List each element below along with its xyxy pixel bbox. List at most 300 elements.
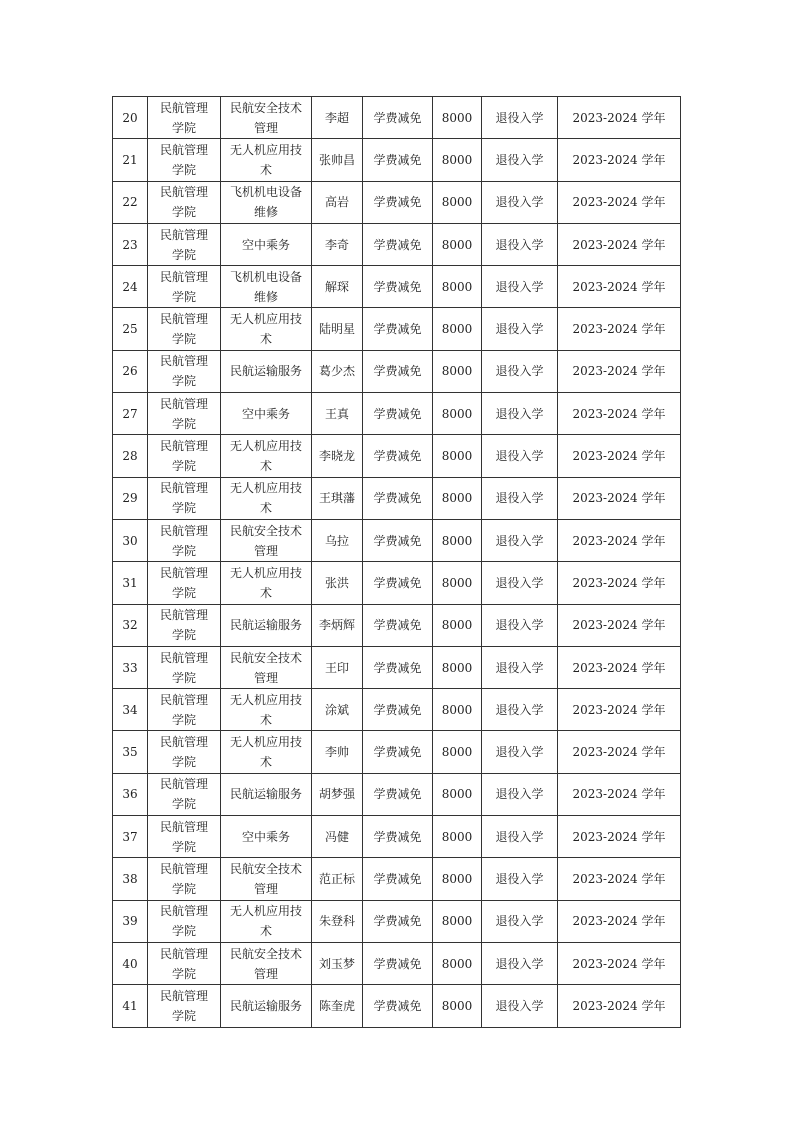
major-cell [221,858,312,900]
academic-year-cell-text: 2023-2024 学年 [572,195,666,210]
college-cell-text: 民航管理 [159,523,208,538]
academic-year-cell-text: 2023-2024 学年 [572,533,666,548]
aid-type-cell-text: 学费减免 [373,575,422,590]
amount-cell [433,900,482,942]
major-cell [221,223,312,265]
major-cell [221,519,312,561]
major-cell-text: 民航运输服务 [229,787,302,802]
college-cell-text: 学院 [171,628,196,643]
major-cell-text: 无人机应用技 [229,735,302,750]
major-cell [221,773,312,815]
academic-year-cell-text: 2023-2024 学年 [572,449,666,464]
college-cell [148,139,221,181]
college-cell [148,477,221,519]
amount-cell [433,519,482,561]
reason-cell-text: 退役入学 [495,575,544,590]
amount-cell [433,139,482,181]
major-cell-text: 民航安全技术 [229,523,302,538]
amount-cell [433,816,482,858]
aid-type-cell [363,646,433,688]
major-cell-text: 民航安全技术 [229,946,302,961]
aid-type-cell-text: 学费减免 [373,618,422,633]
college-cell-text: 民航管理 [159,777,208,792]
academic-year-cell-text: 2023-2024 学年 [572,152,666,167]
major-cell-text: 术 [259,459,272,474]
college-cell-text: 民航管理 [159,142,208,157]
aid-type-cell [363,942,433,984]
student-name-cell [312,308,363,350]
student-name-cell-text: 朱登科 [318,914,355,929]
major-cell [221,816,312,858]
table-row [113,223,681,265]
student-name-cell [312,773,363,815]
aid-type-cell-text: 学费减免 [373,195,422,210]
amount-cell [433,942,482,984]
reason-cell-text: 退役入学 [495,914,544,929]
aid-type-cell-text: 学费减免 [373,491,422,506]
table-row [113,393,681,435]
student-name-cell-text: 胡梦强 [318,787,355,802]
table-row [113,139,681,181]
aid-type-cell [363,900,433,942]
major-cell-text: 术 [259,585,272,600]
table-row [113,97,681,139]
aid-type-cell [363,604,433,646]
major-cell-text: 飞机机电设备 [229,269,302,284]
aid-type-cell-text: 学费减免 [373,914,422,929]
academic-year-cell [558,181,681,223]
college-cell [148,942,221,984]
aid-type-cell-text: 学费减免 [373,110,422,125]
amount-cell [433,477,482,519]
reason-cell-text: 退役入学 [495,998,544,1013]
reason-cell-text: 退役入学 [495,279,544,294]
major-cell-text: 民航运输服务 [229,998,302,1013]
row-number-cell-text: 20 [122,110,138,125]
college-cell [148,689,221,731]
college-cell-text: 民航管理 [159,608,208,623]
aid-type-cell [363,731,433,773]
amount-cell [433,646,482,688]
student-name-cell-text: 李晓龙 [318,449,355,464]
college-cell-text: 民航管理 [159,481,208,496]
major-cell-text: 术 [259,332,272,347]
row-number-cell [113,308,148,350]
academic-year-cell-text: 2023-2024 学年 [572,322,666,337]
college-cell [148,858,221,900]
reason-cell-text: 退役入学 [495,364,544,379]
row-number-cell-text: 23 [122,237,138,252]
aid-type-cell-text: 学费减免 [373,406,422,421]
aid-type-cell [363,858,433,900]
student-name-cell-text: 葛少杰 [318,364,355,379]
reason-cell-text: 退役入学 [495,533,544,548]
reason-cell [482,858,558,900]
college-cell-text: 学院 [171,247,196,262]
academic-year-cell-text: 2023-2024 学年 [572,829,666,844]
amount-cell-text: 8000 [441,491,473,506]
major-cell-text: 空中乘务 [241,829,290,844]
row-number-cell [113,435,148,477]
row-number-cell-text: 24 [122,279,138,294]
academic-year-cell-text: 2023-2024 学年 [572,745,666,760]
academic-year-cell-text: 2023-2024 学年 [572,364,666,379]
table-row [113,435,681,477]
row-number-cell [113,562,148,604]
amount-cell [433,393,482,435]
table-row [113,604,681,646]
amount-cell [433,266,482,308]
student-name-cell [312,646,363,688]
academic-year-cell-text: 2023-2024 学年 [572,237,666,252]
college-cell-text: 学院 [171,839,196,854]
reason-cell [482,519,558,561]
aid-type-cell-text: 学费减免 [373,871,422,886]
major-cell-text: 无人机应用技 [229,904,302,919]
major-cell-text: 管理 [253,670,278,685]
aid-type-cell [363,266,433,308]
row-number-cell [113,266,148,308]
reason-cell [482,816,558,858]
academic-year-cell [558,646,681,688]
major-cell [221,181,312,223]
academic-year-cell [558,139,681,181]
major-cell-text: 维修 [253,205,278,220]
college-cell-text: 民航管理 [159,354,208,369]
student-name-cell [312,816,363,858]
table-row [113,477,681,519]
amount-cell-text: 8000 [441,914,473,929]
amount-cell [433,731,482,773]
row-number-cell [113,477,148,519]
amount-cell [433,604,482,646]
reason-cell-text: 退役入学 [495,871,544,886]
major-cell [221,646,312,688]
college-cell-text: 民航管理 [159,269,208,284]
reason-cell [482,435,558,477]
row-number-cell [113,689,148,731]
college-cell [148,266,221,308]
amount-cell-text: 8000 [441,998,473,1013]
academic-year-cell-text: 2023-2024 学年 [572,998,666,1013]
college-cell [148,519,221,561]
aid-recipients-table [112,96,681,1028]
college-cell-text: 学院 [171,670,196,685]
amount-cell-text: 8000 [441,575,473,590]
major-cell [221,350,312,392]
student-name-cell [312,900,363,942]
row-number-cell [113,816,148,858]
reason-cell [482,97,558,139]
college-cell-text: 学院 [171,881,196,896]
student-name-cell [312,858,363,900]
academic-year-cell-text: 2023-2024 学年 [572,914,666,929]
student-name-cell [312,562,363,604]
amount-cell-text: 8000 [441,279,473,294]
academic-year-cell [558,900,681,942]
academic-year-cell [558,308,681,350]
row-number-cell-text: 34 [122,702,138,717]
academic-year-cell [558,773,681,815]
aid-type-cell [363,562,433,604]
reason-cell-text: 退役入学 [495,745,544,760]
aid-type-cell-text: 学费减免 [373,322,422,337]
academic-year-cell-text: 2023-2024 学年 [572,787,666,802]
college-cell [148,900,221,942]
college-cell-text: 学院 [171,755,196,770]
major-cell-text: 无人机应用技 [229,439,302,454]
amount-cell-text: 8000 [441,406,473,421]
student-name-cell [312,350,363,392]
table-row [113,646,681,688]
aid-type-cell-text: 学费减免 [373,660,422,675]
row-number-cell-text: 31 [122,575,138,590]
college-cell-text: 民航管理 [159,396,208,411]
table-row [113,900,681,942]
row-number-cell [113,900,148,942]
table-row [113,689,681,731]
major-cell [221,266,312,308]
college-cell-text: 民航管理 [159,565,208,580]
aid-type-cell [363,223,433,265]
college-cell [148,350,221,392]
academic-year-cell-text: 2023-2024 学年 [572,660,666,675]
aid-type-cell [363,97,433,139]
row-number-cell [113,858,148,900]
major-cell-text: 民航运输服务 [229,364,302,379]
major-cell-text: 无人机应用技 [229,481,302,496]
major-cell-text: 术 [259,755,272,770]
aid-type-cell [363,308,433,350]
reason-cell [482,266,558,308]
amount-cell-text: 8000 [441,618,473,633]
reason-cell-text: 退役入学 [495,406,544,421]
row-number-cell [113,942,148,984]
academic-year-cell-text: 2023-2024 学年 [572,279,666,294]
reason-cell [482,689,558,731]
aid-type-cell-text: 学费减免 [373,533,422,548]
academic-year-cell-text: 2023-2024 学年 [572,491,666,506]
row-number-cell [113,773,148,815]
aid-type-cell [363,816,433,858]
aid-type-cell [363,689,433,731]
major-cell [221,604,312,646]
amount-cell-text: 8000 [441,871,473,886]
college-cell [148,223,221,265]
college-cell-text: 民航管理 [159,988,208,1003]
major-cell-text: 飞机机电设备 [229,185,302,200]
row-number-cell [113,519,148,561]
college-cell-text: 民航管理 [159,735,208,750]
table-row [113,816,681,858]
academic-year-cell-text: 2023-2024 学年 [572,956,666,971]
college-cell-text: 民航管理 [159,650,208,665]
college-cell-text: 学院 [171,162,196,177]
college-cell-text: 学院 [171,205,196,220]
reason-cell [482,477,558,519]
table-row [113,181,681,223]
reason-cell-text: 退役入学 [495,152,544,167]
college-cell [148,816,221,858]
reason-cell [482,985,558,1027]
academic-year-cell-text: 2023-2024 学年 [572,702,666,717]
academic-year-cell-text: 2023-2024 学年 [572,110,666,125]
student-name-cell [312,689,363,731]
college-cell-text: 民航管理 [159,692,208,707]
major-cell [221,435,312,477]
reason-cell-text: 退役入学 [495,829,544,844]
college-cell-text: 民航管理 [159,819,208,834]
aid-type-cell-text: 学费减免 [373,152,422,167]
academic-year-cell [558,942,681,984]
college-cell-text: 学院 [171,289,196,304]
reason-cell [482,773,558,815]
college-cell [148,731,221,773]
aid-type-cell [363,435,433,477]
reason-cell-text: 退役入学 [495,660,544,675]
aid-type-cell-text: 学费减免 [373,237,422,252]
amount-cell [433,689,482,731]
major-cell-text: 术 [259,712,272,727]
college-cell [148,97,221,139]
academic-year-cell [558,223,681,265]
reason-cell [482,181,558,223]
student-name-cell [312,181,363,223]
major-cell-text: 民航安全技术 [229,861,302,876]
aid-type-cell [363,519,433,561]
amount-cell [433,350,482,392]
row-number-cell [113,139,148,181]
student-name-cell-text: 陆明星 [318,322,355,337]
student-name-cell-text: 李超 [324,110,349,125]
major-cell [221,689,312,731]
reason-cell [482,308,558,350]
table-row [113,266,681,308]
academic-year-cell [558,689,681,731]
reason-cell [482,562,558,604]
academic-year-cell [558,393,681,435]
student-name-cell [312,519,363,561]
college-cell-text: 学院 [171,966,196,981]
academic-year-cell [558,97,681,139]
major-cell-text: 无人机应用技 [229,312,302,327]
amount-cell [433,223,482,265]
major-cell-text: 术 [259,501,272,516]
row-number-cell [113,97,148,139]
table-row [113,942,681,984]
college-cell-text: 民航管理 [159,439,208,454]
table-row [113,562,681,604]
reason-cell-text: 退役入学 [495,956,544,971]
academic-year-cell [558,858,681,900]
major-cell-text: 管理 [253,543,278,558]
row-number-cell [113,985,148,1027]
aid-type-cell [363,139,433,181]
amount-cell [433,562,482,604]
row-number-cell-text: 38 [122,871,138,886]
major-cell [221,393,312,435]
reason-cell [482,604,558,646]
reason-cell-text: 退役入学 [495,618,544,633]
academic-year-cell [558,519,681,561]
amount-cell [433,773,482,815]
row-number-cell-text: 29 [122,491,138,506]
amount-cell-text: 8000 [441,322,473,337]
amount-cell-text: 8000 [441,152,473,167]
aid-type-cell [363,181,433,223]
table-row [113,350,681,392]
amount-cell-text: 8000 [441,449,473,464]
table-row [113,308,681,350]
major-cell [221,477,312,519]
college-cell [148,773,221,815]
academic-year-cell [558,477,681,519]
college-cell-text: 学院 [171,585,196,600]
reason-cell [482,350,558,392]
row-number-cell-text: 30 [122,533,138,548]
amount-cell-text: 8000 [441,237,473,252]
college-cell-text: 学院 [171,120,196,135]
student-name-cell [312,139,363,181]
aid-type-cell-text: 学费减免 [373,279,422,294]
aid-type-cell-text: 学费减免 [373,829,422,844]
student-name-cell-text: 王印 [324,660,349,675]
amount-cell-text: 8000 [441,110,473,125]
row-number-cell-text: 26 [122,364,138,379]
student-name-cell-text: 冯健 [324,829,349,844]
student-name-cell [312,393,363,435]
amount-cell [433,308,482,350]
major-cell [221,731,312,773]
college-cell-text: 学院 [171,332,196,347]
college-cell [148,646,221,688]
table-row [113,519,681,561]
college-cell-text: 学院 [171,459,196,474]
major-cell-text: 维修 [253,289,278,304]
college-cell-text: 民航管理 [159,861,208,876]
college-cell-text: 学院 [171,712,196,727]
college-cell-text: 学院 [171,797,196,812]
major-cell [221,139,312,181]
amount-cell-text: 8000 [441,829,473,844]
aid-type-cell [363,985,433,1027]
row-number-cell [113,646,148,688]
college-cell [148,308,221,350]
major-cell-text: 空中乘务 [241,237,290,252]
amount-cell-text: 8000 [441,533,473,548]
student-name-cell [312,97,363,139]
row-number-cell-text: 39 [122,914,138,929]
amount-cell [433,985,482,1027]
row-number-cell-text: 35 [122,745,138,760]
major-cell [221,562,312,604]
student-name-cell-text: 范正标 [318,871,355,886]
student-name-cell-text: 王真 [324,406,349,421]
amount-cell-text: 8000 [441,364,473,379]
student-name-cell [312,435,363,477]
student-name-cell-text: 李帅 [324,745,349,760]
college-cell [148,393,221,435]
reason-cell-text: 退役入学 [495,449,544,464]
table-row [113,858,681,900]
college-cell-text: 学院 [171,416,196,431]
student-name-cell [312,604,363,646]
major-cell [221,985,312,1027]
reason-cell-text: 退役入学 [495,237,544,252]
student-name-cell [312,477,363,519]
student-name-cell-text: 李奇 [324,237,349,252]
college-cell-text: 民航管理 [159,312,208,327]
